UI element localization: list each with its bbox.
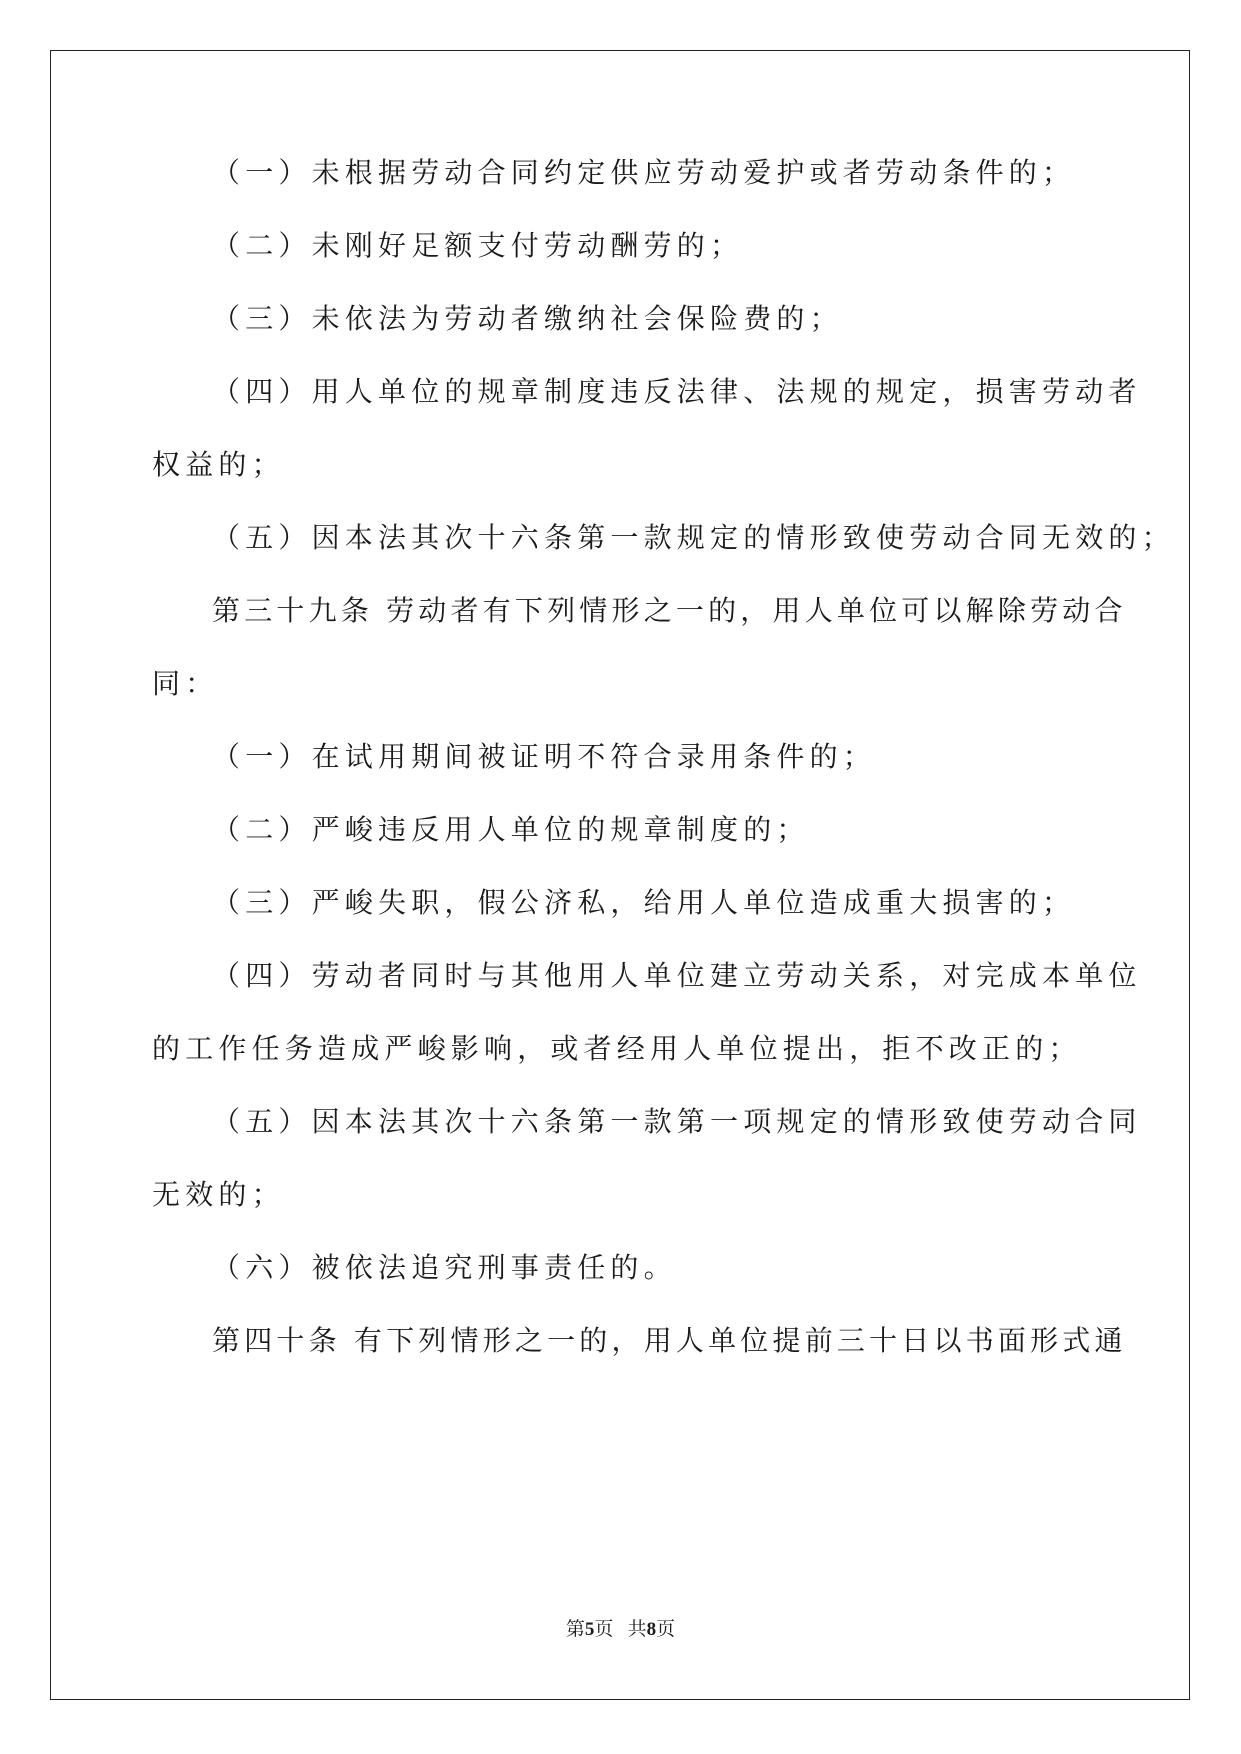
paragraph-line: （五）因本法其次十六条第一款规定的情形致使劳动合同无效的； xyxy=(212,521,1175,554)
paragraph-line: 同： xyxy=(152,667,219,700)
footer-page-suffix: 页 xyxy=(594,1619,614,1640)
paragraph-line: （二）未刚好足额支付劳动酬劳的； xyxy=(212,229,744,262)
paragraph-line: （四）用人单位的规章制度违反法律、法规的规定，损害劳动者 xyxy=(212,375,1142,408)
paragraph-line: （五）因本法其次十六条第一款第一项规定的情形致使劳动合同 xyxy=(212,1105,1142,1138)
footer-prefix: 第 xyxy=(565,1619,585,1640)
total-pages-number: 8 xyxy=(646,1619,657,1640)
paragraph-line: （一）在试用期间被证明不符合录用条件的； xyxy=(212,740,877,773)
article-heading-line: 第四十条 有下列情形之一的，用人单位提前三十日以书面形式通 xyxy=(212,1324,1127,1357)
page-footer xyxy=(0,1614,1241,1641)
paragraph-line: （三）未依法为劳动者缴纳社会保险费的； xyxy=(212,302,843,335)
paragraph-line: （六）被依法追究刑事责任的。 xyxy=(212,1251,677,1284)
paragraph-line: （三）严峻失职，假公济私，给用人单位造成重大损害的； xyxy=(212,886,1076,919)
footer-total-suffix: 页 xyxy=(656,1619,676,1640)
paragraph-line: （一）未根据劳动合同约定供应劳动爱护或者劳动条件的； xyxy=(212,156,1076,189)
paragraph-line: （二）严峻违反用人单位的规章制度的； xyxy=(212,813,810,846)
current-page-number: 5 xyxy=(584,1619,595,1640)
paragraph-line: 无效的； xyxy=(152,1178,285,1211)
article-heading-line: 第三十九条 劳动者有下列情形之一的，用人单位可以解除劳动合 xyxy=(212,594,1127,627)
page-frame xyxy=(50,50,1190,1700)
paragraph-line: （四）劳动者同时与其他用人单位建立劳动关系，对完成本单位 xyxy=(212,959,1142,992)
paragraph-line: 的工作任务造成严峻影响，或者经用人单位提出，拒不改正的； xyxy=(152,1032,1082,1065)
paragraph-line: 权益的； xyxy=(152,448,285,481)
footer-total-prefix: 共 xyxy=(627,1619,647,1640)
